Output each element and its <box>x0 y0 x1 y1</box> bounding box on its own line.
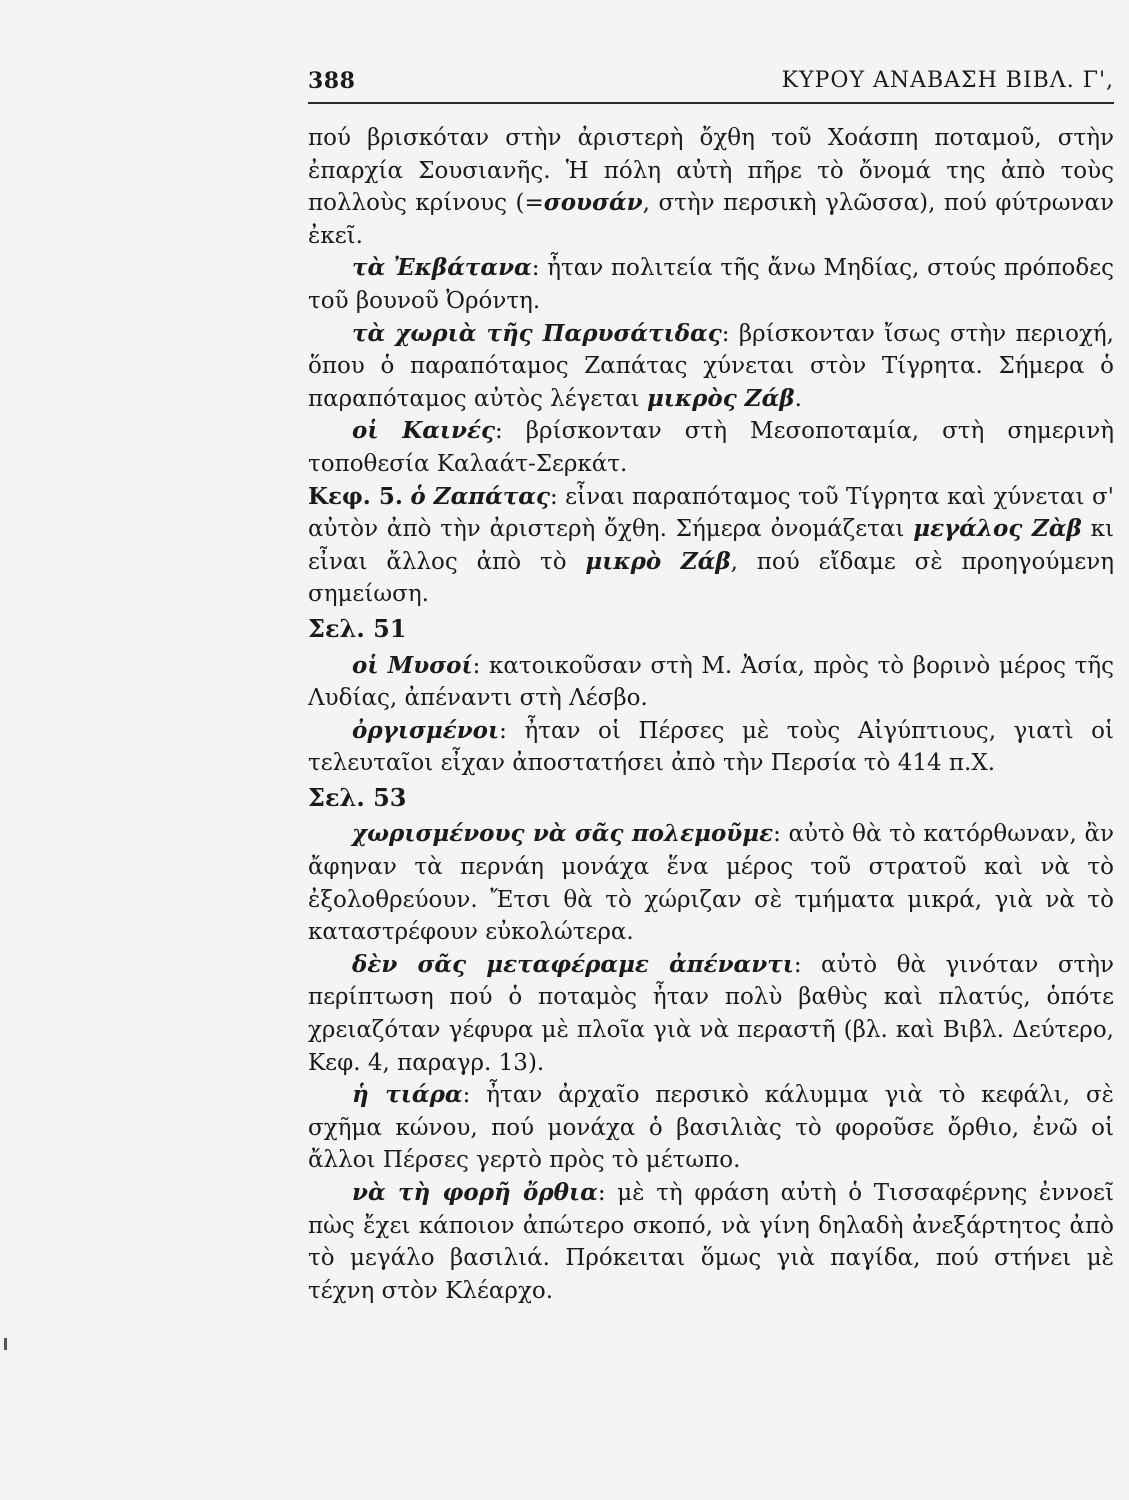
note-text: : αὐτὸ θὰ γινόταν στὴν περίπτωση πού ὁ ποταμὸς ἦταν πολὺ βαθὺς καὶ πλατύς, ὁπότε χρειαζόταν γέφυρα μὲ πλοῖα γιὰ νὰ περαστῆ (βλ. καὶ Βιβλ. Δεύτερο, Κεφ. 4, παραγρ. 13). <box>308 951 1114 1076</box>
note-term: τὰ χωριὰ τῆς Παρυσάτιδας <box>352 319 722 347</box>
section-heading-53: Σελ. 53 <box>308 782 407 812</box>
note-paragraph <box>308 949 1114 1079</box>
chapter-label: Κεφ. 5. <box>308 482 403 510</box>
note-paragraph <box>308 818 1114 948</box>
note-term: νὰ τὴ φορῆ ὄρθια <box>352 1179 598 1206</box>
margin-mark <box>4 1338 7 1350</box>
note-paragraph <box>308 1079 1114 1177</box>
note-text: : ἦταν οἱ Πέρσες μὲ τοὺς Αἰγύπτιους, γιατὶ οἱ τελευταῖοι εἶχαν ἀποστατήσει ἀπὸ τὴν Περσία τὸ 414 π.Χ. <box>308 717 1114 777</box>
note-paragraph <box>308 715 1114 780</box>
note-term: οἱ Καινές <box>352 417 495 445</box>
section-heading-51: Σελ. 51 <box>308 613 407 643</box>
note-term: ὁ Ζαπάτας <box>410 482 550 510</box>
note-paragraph <box>308 650 1114 715</box>
note-paragraph <box>308 318 1114 416</box>
note-text: : αὐτὸ θὰ τὸ κατόρθωναν, ἂν ἄφηναν τὰ περνάη μονάχα ἕνα μέρος τοῦ στρατοῦ καὶ νὰ τὸ ἐξολοθρεύουν. Ἔτσι θὰ τὸ χώριζαν σὲ τμήματα μικρά, γιὰ νὰ τὸ καταστρέφουν εὐκολώτερα. <box>308 821 1114 946</box>
note-text: . <box>794 385 802 412</box>
note-paragraph <box>308 481 1114 611</box>
note-term: οἱ Μυσοί <box>352 651 473 679</box>
note-paragraph <box>308 415 1114 480</box>
note-paragraph <box>308 1177 1114 1307</box>
note-term: ὀργισμένοι <box>352 716 500 744</box>
body-text <box>308 122 1114 1307</box>
note-paragraph <box>308 252 1114 317</box>
paragraph <box>308 122 1114 252</box>
page-number: 388 <box>308 68 356 94</box>
running-title: ΚΥΡΟΥ ΑΝΑΒΑΣΗ ΒΙΒΛ. Γ', <box>781 68 1114 93</box>
note-term: τὰ Ἐκβάτανα <box>352 254 532 282</box>
paragraph-text: , στὴν περσικὴ γλῶσσα), πού φύτρωναν ἐκεῖ. <box>308 190 1114 249</box>
running-head <box>308 62 1114 104</box>
term: σουσάν <box>543 189 643 217</box>
note-text: : κατοικοῦσαν στὴ Μ. Ἀσία, πρὸς τὸ βορινὸ μέρος τῆς Λυδίας, ἀπέναντι στὴ Λέσβο. <box>308 652 1115 712</box>
note-term: χωρισμένους νὰ σᾶς πολεμοῦμε <box>352 820 774 848</box>
note-text: , πού εἴδαμε σὲ προηγούμενη σημείωση. <box>308 548 1114 608</box>
note-text: : ἦταν ἀρχαῖο περσικὸ κάλυμμα γιὰ τὸ κεφάλι, σὲ σχῆμα κώνου, πού μονάχα ὁ βασιλιὰς τὸ φοροῦσε ὄρθιο, ἐνῶ οἱ ἄλλοι Πέρσες γερτὸ πρὸς τὸ μέτωπο. <box>308 1082 1114 1174</box>
note-term: ἡ τιάρα <box>352 1081 463 1109</box>
term: μικρὸς Ζάβ <box>646 384 795 412</box>
note-text: : εἶναι παραπόταμος τοῦ Τίγρητα καὶ χύνεται σ' αὐτὸν ἀπὸ τὴν ἀριστερὴ ὄχθη. Σήμερα ὀνομάζεται <box>308 483 1114 543</box>
term: μικρὸ Ζάβ <box>585 547 731 575</box>
note-text: : ἦταν πολιτεία τῆς ἄνω Μηδίας, στούς πρόποδες τοῦ βουνοῦ Ὀρόντη. <box>308 255 1115 314</box>
note-text: κι εἶναι ἄλλος ἀπὸ τὸ <box>308 516 1114 575</box>
note-text: : μὲ τὴ φράση αὐτὴ ὁ Τισσαφέρνης ἐννοεῖ πὼς ἔχει κάποιον ἀπώτερο σκοπό, νὰ γίνη δηλαδὴ ἀνεξάρτητος ἀπὸ τὸ μεγάλο βασιλιά. Πρόκειται ὅμως γιὰ παγίδα, πού στήνει μὲ τέχνη στὸν Κλέαρχο. <box>308 1180 1114 1304</box>
note-term: δὲν σᾶς μεταφέραμε ἀπέναντι <box>352 950 794 978</box>
term: μεγάλος Ζὰβ <box>913 515 1082 543</box>
note-text: : βρίσκονταν ἴσως στὴν περιοχή, ὅπου ὁ παραπόταμος Ζαπάτας χύνεται στὸν Τίγρητα. Σήμερα ὁ παραπόταμος αὐτὸς λέγεται <box>308 320 1114 412</box>
note-text: : βρίσκονταν στὴ Μεσοποταμία, στὴ σημερινὴ τοποθεσία Καλαάτ-Σερκάτ. <box>308 418 1114 477</box>
paragraph-text: πού βρισκόταν στὴν ἀριστερὴ ὄχθη τοῦ Χοάσπη ποταμοῦ, στὴν ἐπαρχία Σουσιανῆς. Ἡ πόλη αὐτὴ πῆρε τὸ ὄνομά της ἀπὸ τοὺς πολλοὺς κρίνους (= <box>308 125 1114 217</box>
